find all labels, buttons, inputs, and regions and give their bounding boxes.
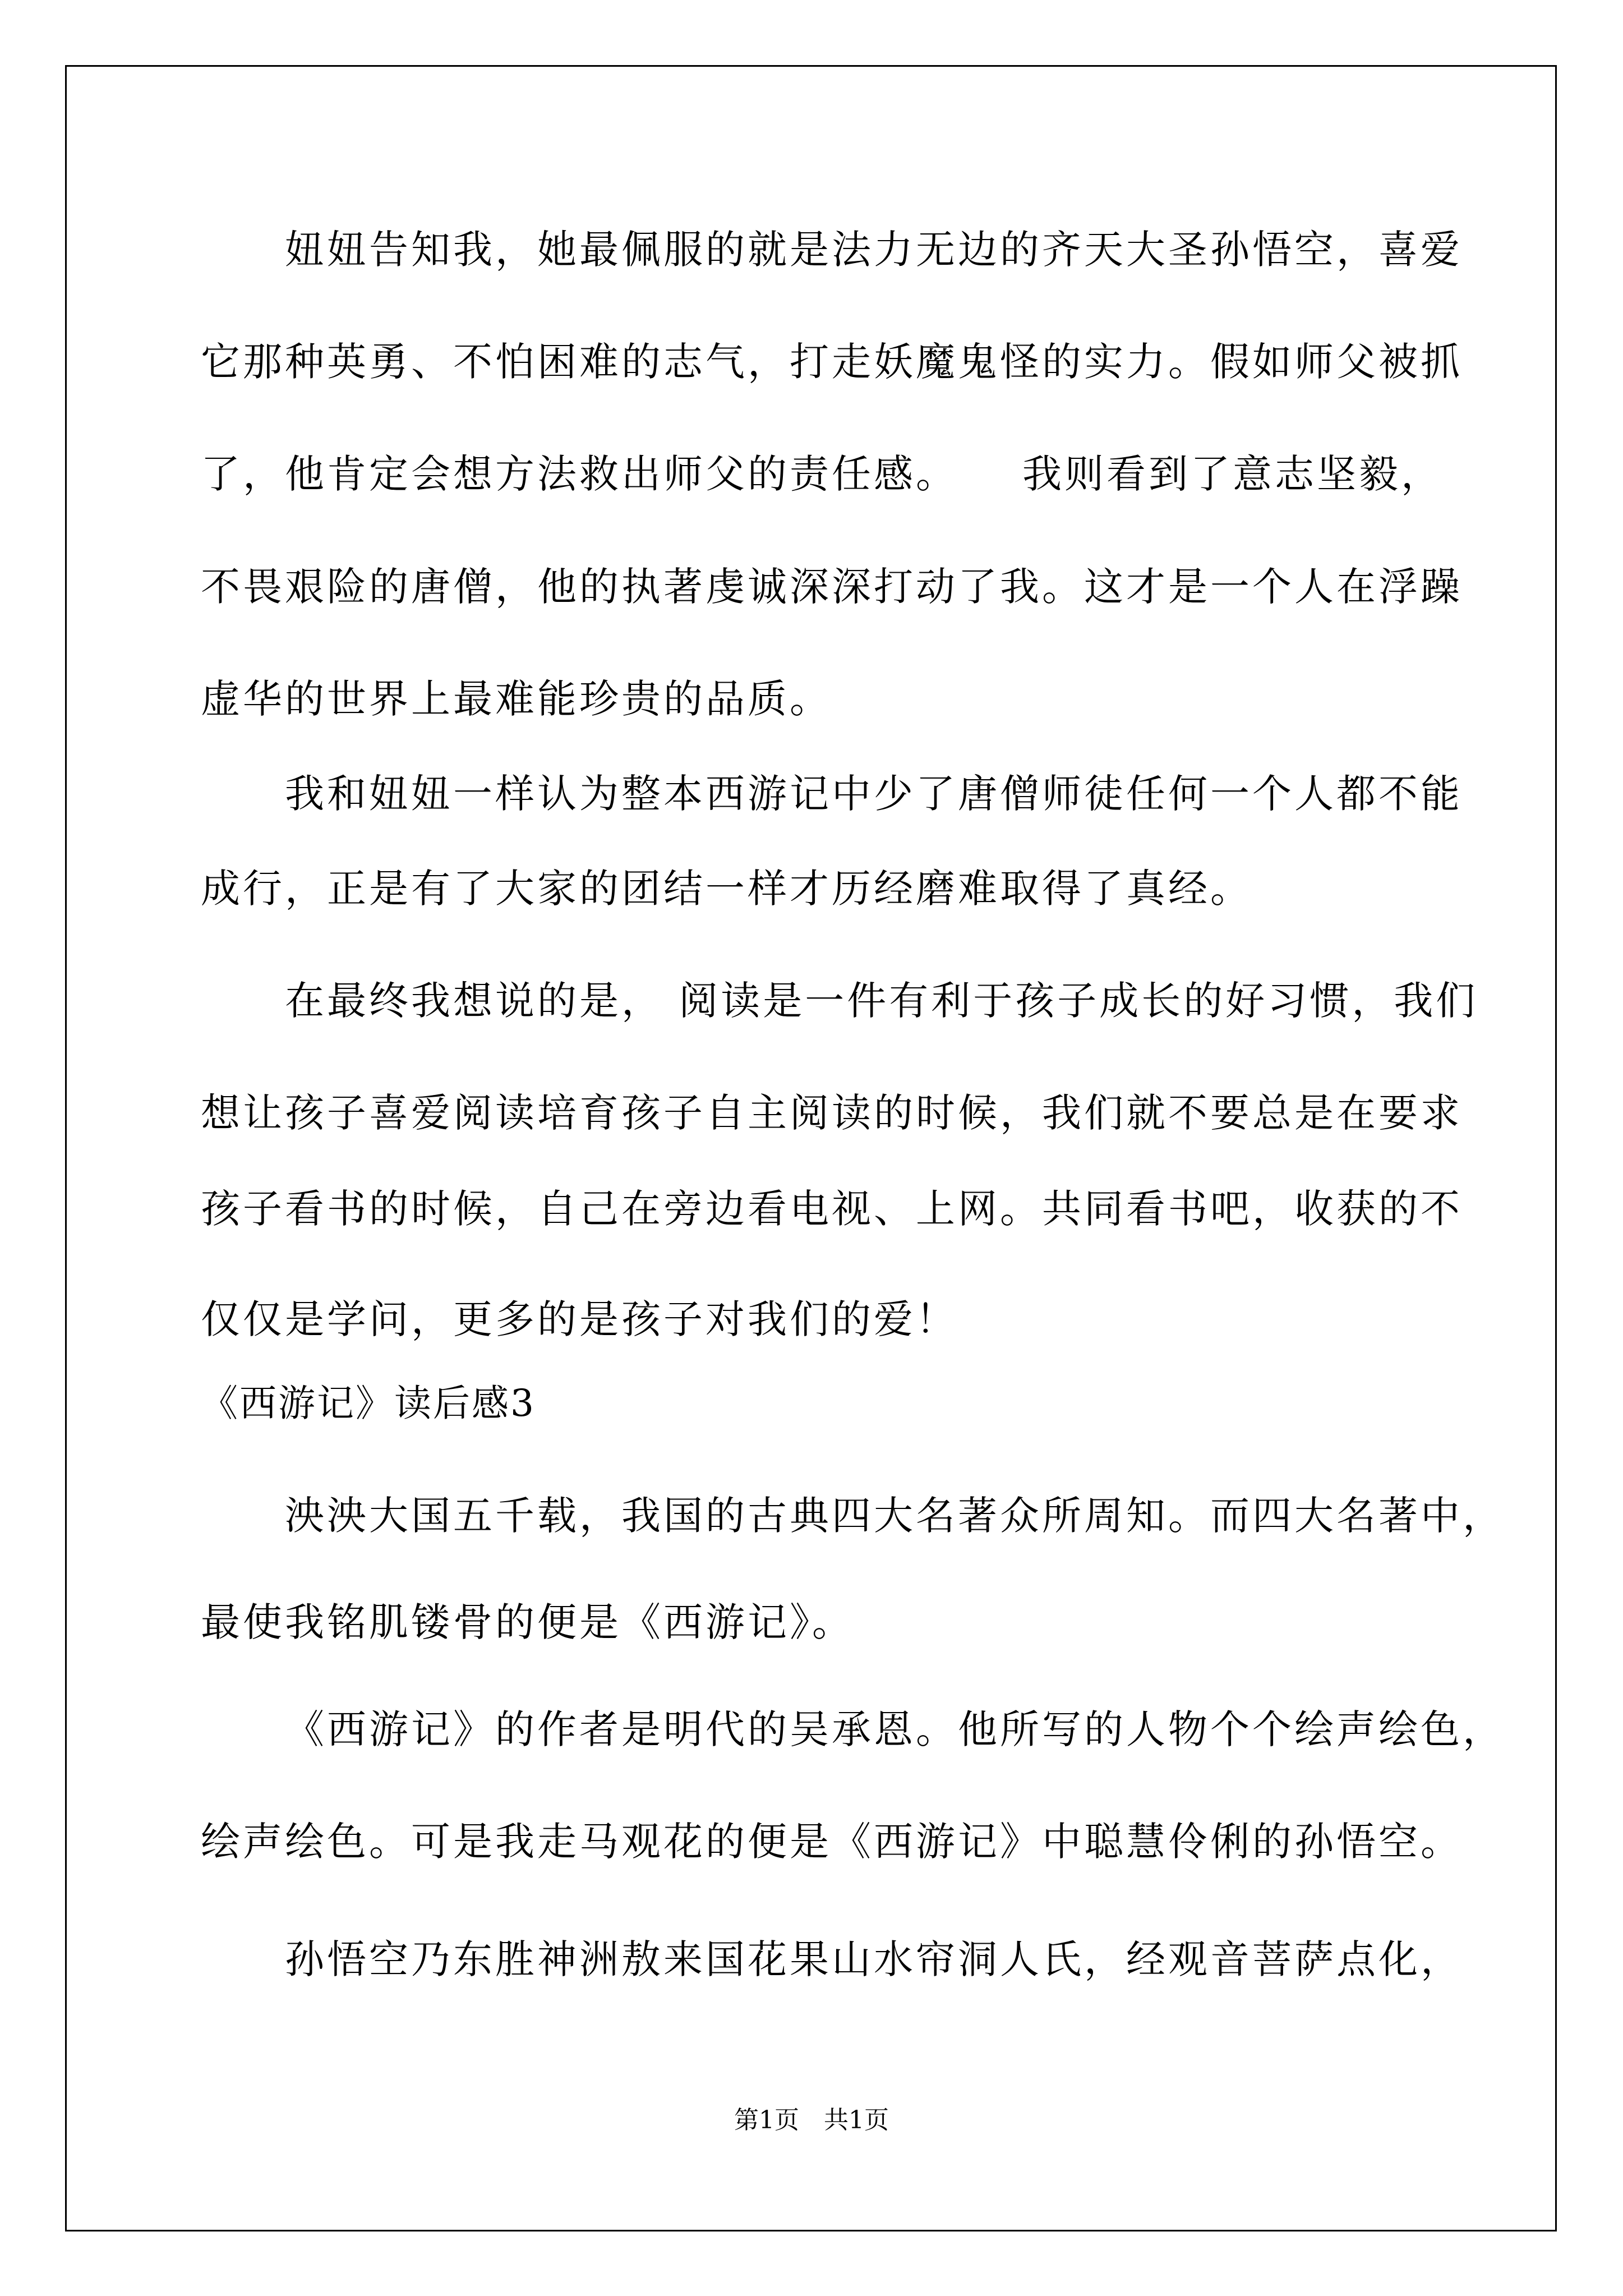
paragraph-line: 它那种英勇、不怕困难的志气，打走妖魔鬼怪的实力。假如师父被抓 xyxy=(201,339,1463,385)
paragraph-line: 成行，正是有了大家的团结一样才历经磨难取得了真经。 xyxy=(201,866,1252,912)
page-border xyxy=(65,65,1557,2231)
paragraph-line: 最使我铭肌镂骨的便是《西游记》。 xyxy=(201,1599,854,1645)
paragraph-line: 想让孩子喜爱阅读培育孩子自主阅读的时候，我们就不要总是在要求 xyxy=(201,1090,1463,1136)
section-heading: 《西游记》读后感3 xyxy=(201,1382,536,1425)
paragraph-line: 我和妞妞一样认为整本西游记中少了唐僧师徒任何一个人都不能 xyxy=(285,771,1463,817)
paragraph-line: 孩子看书的时候，自己在旁边看电视、上网。共同看书吧，收获的不 xyxy=(201,1186,1463,1232)
paragraph-line: 泱泱大国五千载，我国的古典四大名著众所周知。而四大名著中， xyxy=(285,1493,1505,1539)
paragraph-line: 不畏艰险的唐僧，他的执著虔诚深深打动了我。这才是一个人在浮躁 xyxy=(201,564,1463,610)
page-footer: 第1页 共1页 xyxy=(734,2106,889,2134)
paragraph-line: 了，他肯定会想方法救出师父的责任感。 我则看到了意志坚毅， xyxy=(201,451,1443,497)
paragraph-line: 绘声绘色。可是我走马观花的便是《西游记》中聪慧伶俐的孙悟空。 xyxy=(201,1819,1463,1865)
paragraph-line: 妞妞告知我，她最佩服的就是法力无边的齐天大圣孙悟空，喜爱 xyxy=(285,227,1463,273)
paragraph-line: 虚华的世界上最难能珍贵的品质。 xyxy=(201,676,832,722)
paragraph-line: 在最终我想说的是， 阅读是一件有利于孩子成长的好习惯，我们 xyxy=(285,978,1478,1024)
paragraph-line: 孙悟空乃东胜神洲敖来国花果山水帘洞人氏，经观音菩萨点化， xyxy=(285,1936,1463,1982)
paragraph-line: 《西游记》的作者是明代的吴承恩。他所写的人物个个绘声绘色， xyxy=(285,1706,1505,1752)
paragraph-line: 仅仅是学问，更多的是孩子对我们的爱！ xyxy=(201,1296,958,1342)
